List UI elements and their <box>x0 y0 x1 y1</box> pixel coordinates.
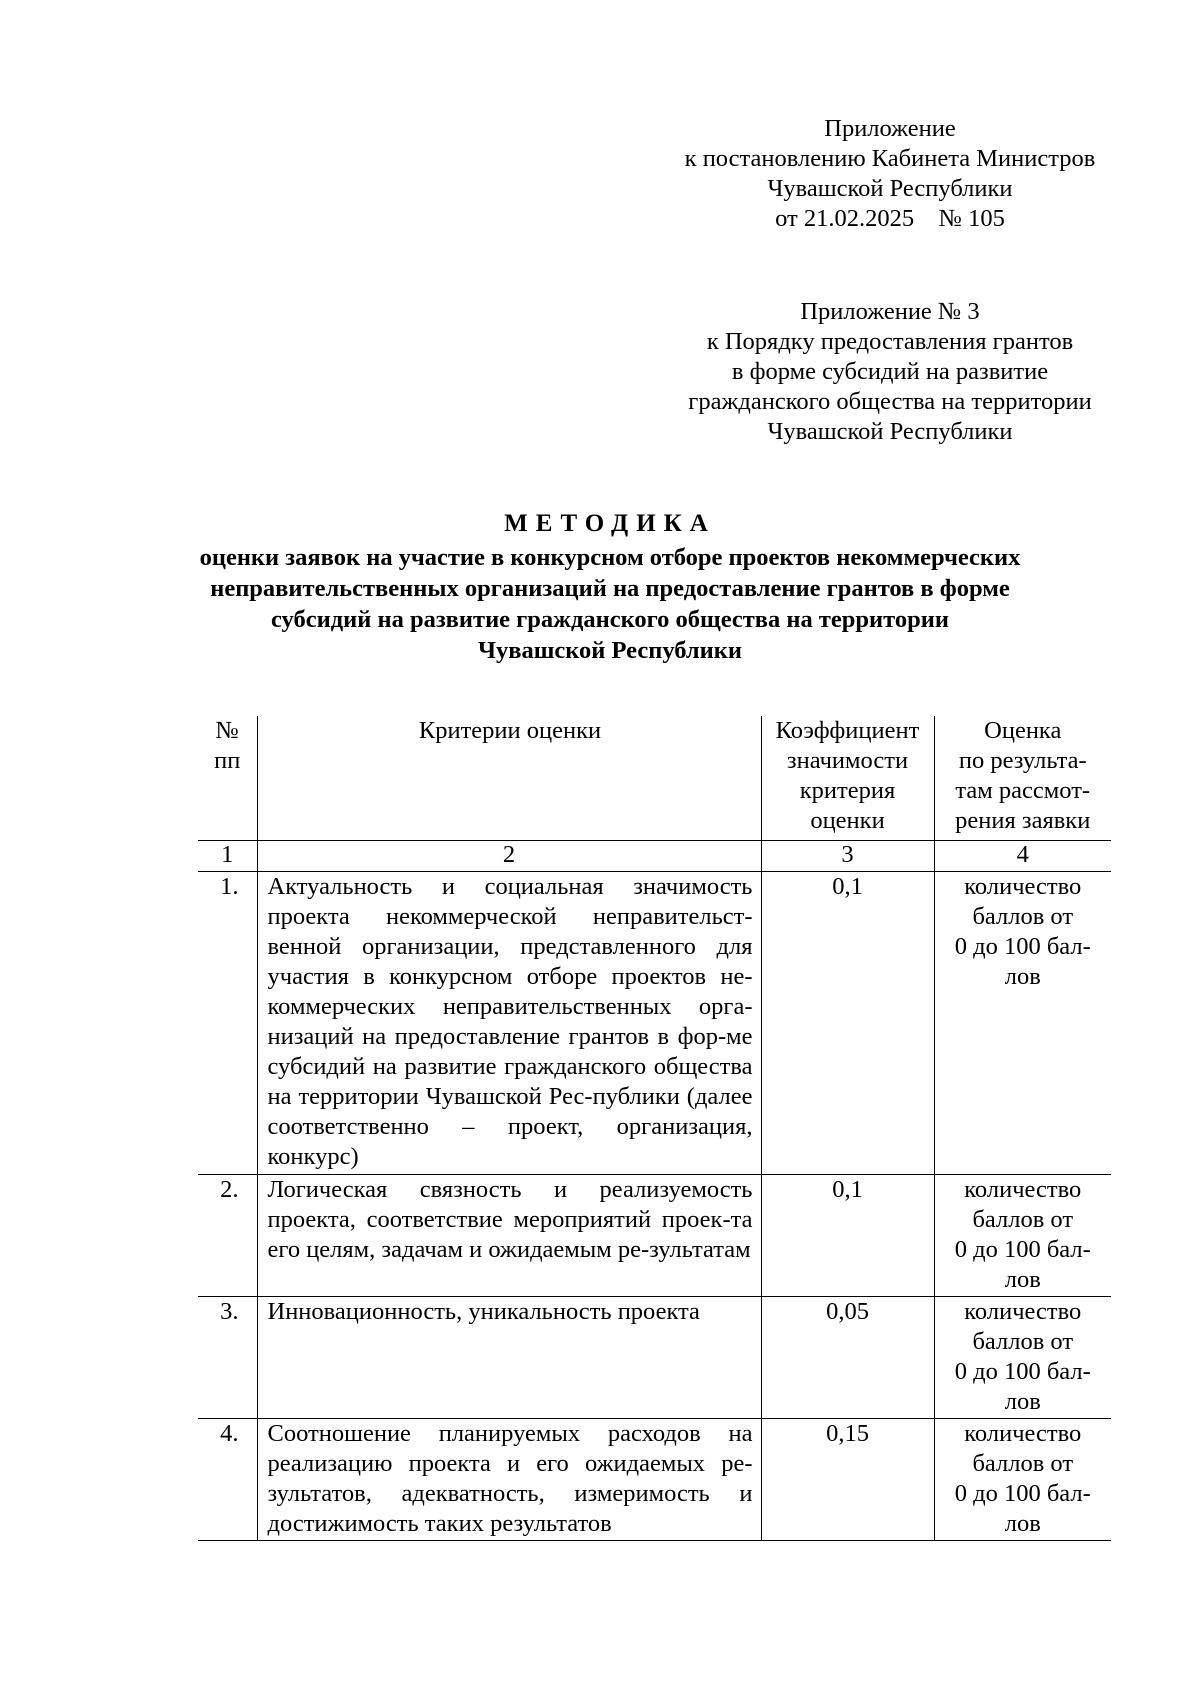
column-index-cell: 1 <box>198 841 257 872</box>
header-text: там рассмот- <box>955 777 1091 804</box>
annex-line: Чувашской Республики <box>767 175 1013 202</box>
score-text: лов <box>1004 1266 1041 1293</box>
row-criterion: Инновационность, уникальность проекта <box>257 1297 761 1419</box>
document-subtitle-line: неправительственных организаций на предоставление грантов в форме <box>210 575 1010 602</box>
row-criterion: Логическая связность и реализуемость проекта, соответствие мероприятий проек-та его целям, задачам и ожидаемым ре-зультатам <box>257 1175 761 1297</box>
annex-line: к постановлению Кабинета Министров <box>684 145 1096 172</box>
score-text: лов <box>1004 1388 1041 1415</box>
header-text: Оценка <box>984 717 1062 744</box>
score-text: баллов от <box>972 1206 1074 1233</box>
score-text: баллов от <box>972 1450 1074 1477</box>
header-text: рения заявки <box>955 807 1091 834</box>
criteria-table <box>198 716 1111 1541</box>
score-text: количество <box>964 1176 1082 1203</box>
score-text: лов <box>1004 1510 1041 1537</box>
document-heading <box>180 506 1040 666</box>
header-text: значимости <box>786 747 909 774</box>
row-number: 1. <box>198 872 257 1175</box>
row-coefficient: 0,1 <box>761 1175 934 1297</box>
document-subtitle-line: субсидий на развитие гражданского общества на территории <box>271 606 949 633</box>
score-text: количество <box>964 1420 1082 1447</box>
row-score <box>934 1419 1111 1541</box>
header-text: оценки <box>810 807 885 834</box>
annex-line: в форме субсидий на развитие <box>731 358 1049 385</box>
annex-order-block <box>640 297 1140 447</box>
header-number-cell <box>198 716 257 841</box>
annex-line: гражданского общества на территории <box>688 388 1092 415</box>
score-text: 0 до 100 бал- <box>954 1358 1091 1385</box>
document-title: МЕТОДИКА <box>504 510 716 537</box>
score-text: 0 до 100 бал- <box>954 1480 1091 1507</box>
header-score-cell <box>934 716 1111 841</box>
header-text: пп <box>214 747 241 774</box>
score-text: количество <box>964 1298 1082 1325</box>
score-text: баллов от <box>972 903 1074 930</box>
annex-line: Приложение № 3 <box>800 298 980 325</box>
annex-line: к Порядку предоставления грантов <box>706 328 1074 355</box>
score-text: количество <box>964 873 1082 900</box>
table-row <box>198 1175 1111 1297</box>
row-criterion: Соотношение планируемых расходов на реализацию проекта и его ожидаемых ре-зультатов, адекватность, измеримость и достижимость таких результатов <box>257 1419 761 1541</box>
header-coefficient-cell <box>761 716 934 841</box>
row-number: 2. <box>198 1175 257 1297</box>
column-index-cell: 3 <box>761 841 934 872</box>
score-text: баллов от <box>972 1328 1074 1355</box>
header-criterion-cell: Критерии оценки <box>257 716 761 841</box>
table-row <box>198 1297 1111 1419</box>
document-subtitle-line: Чувашской Республики <box>477 637 743 664</box>
annex-line: Чувашской Республики <box>767 418 1013 445</box>
header-text: Коэффициент <box>775 717 920 744</box>
score-text: лов <box>1004 963 1041 990</box>
table-row <box>198 872 1111 1175</box>
column-index-cell: 2 <box>257 841 761 872</box>
row-coefficient: 0,1 <box>761 872 934 1175</box>
document-subtitle-line: оценки заявок на участие в конкурсном отборе проектов некоммерческих <box>199 544 1021 571</box>
row-criterion: Актуальность и социальная значимость проекта некоммерческой неправительст-венной организации, представленного для участия в конкурсном отборе проектов не-коммерческих неправительственных орга-низаций на предоставление грантов в фор-ме субсидий на развитие гражданского общества на территории Чувашской Рес-публики (далее соответственно – проект, организация, конкурс) <box>257 872 761 1175</box>
header-text: критерия <box>799 777 896 804</box>
row-number: 4. <box>198 1419 257 1541</box>
score-text: 0 до 100 бал- <box>954 933 1091 960</box>
row-coefficient: 0,05 <box>761 1297 934 1419</box>
score-text: 0 до 100 бал- <box>954 1236 1091 1263</box>
header-text: по результа- <box>958 747 1087 774</box>
annex-date-number: от 21.02.2025 № 105 <box>775 205 1005 232</box>
table-header-row <box>198 716 1111 841</box>
annex-resolution-block <box>640 114 1140 234</box>
row-coefficient: 0,15 <box>761 1419 934 1541</box>
column-index-row <box>198 841 1111 872</box>
row-score <box>934 1175 1111 1297</box>
row-score <box>934 872 1111 1175</box>
row-number: 3. <box>198 1297 257 1419</box>
column-index-cell: 4 <box>934 841 1111 872</box>
annex-line: Приложение <box>824 115 956 142</box>
row-score <box>934 1297 1111 1419</box>
table-row <box>198 1419 1111 1541</box>
header-text: № <box>215 717 239 744</box>
